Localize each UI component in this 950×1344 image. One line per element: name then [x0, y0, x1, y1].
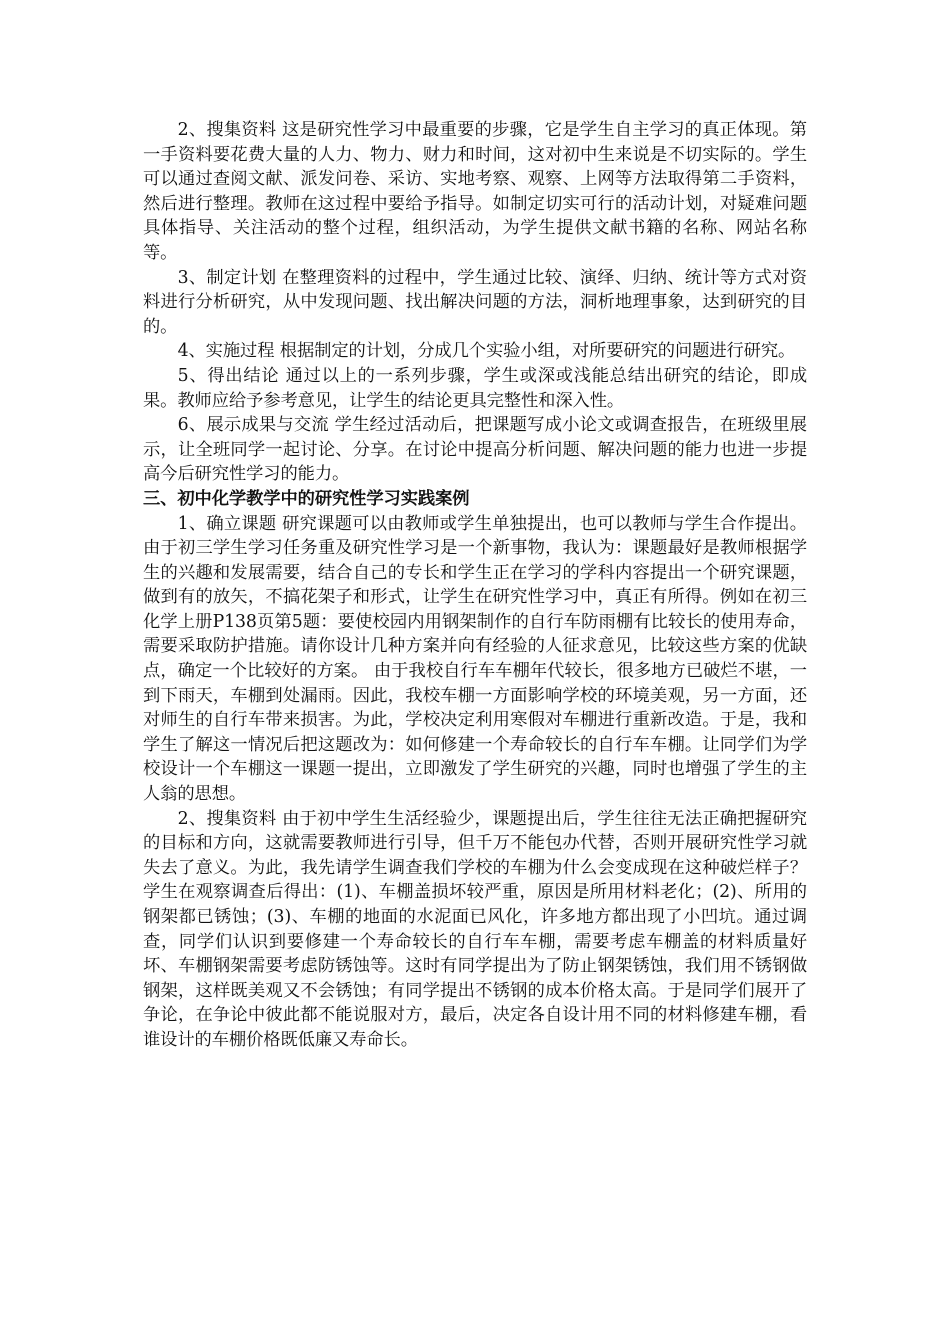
- paragraph-collect-materials-case: 2、搜集资料 由于初中学生生活经验少，课题提出后，学生往往无法正确把握研究的目标和方向，这就需要教师进行引导，但千万不能包办代替，否则开展研究性学习就失去了意义。为此，我先请学生调查我们学校的车棚为什么会变成现在这种破烂样子？学生在观察调查后得出：(1)、车棚盖损坏较严重，原因是所用材料老化；(2)、所用的钢架都已锈蚀；(3)、车棚的地面的水泥面已风化，许多地方都出现了小凹坑。通过调查，同学们认识到要修建一个寿命较长的自行车车棚，需要考虑车棚盖的材料质量好坏、车棚钢架需要考虑防锈蚀等。这时有同学提出为了防止钢架锈蚀，我们用不锈钢做钢架，这样既美观又不会锈蚀；有同学提出不锈钢的成本价格太高。于是同学们展开了争论，在争论中彼此都不能说服对方，最后，决定各自设计用不同的材料修建车棚，看谁设计的车棚价格既低廉又寿命长。: [143, 808, 807, 1050]
- paragraph-collect-materials: 2、搜集资料 这是研究性学习中最重要的步骤，它是学生自主学习的真正体现。第一手资料要花费大量的人力、物力、财力和时间，这对初中生来说是不切实际的。学生可以通过查阅文献、派发问卷、采访、实地考察、观察、上网等方法取得第二手资料，然后进行整理。教师在这过程中要给予指导。如制定切实可行的活动计划，对疑难问题具体指导、关注活动的整个过程，组织活动，为学生提供文献书籍的名称、网站名称等。: [143, 120, 807, 263]
- paragraph-make-plan: 3、制定计划 在整理资料的过程中，学生通过比较、演绎、归纳、统计等方式对资料进行分析研究，从中发现问题、找出解决问题的方法，洞析地理事象，达到研究的目的。: [143, 267, 807, 337]
- paragraph-implementation: 4、实施过程 根据制定的计划，分成几个实验小组，对所要研究的问题进行研究。: [177, 341, 796, 362]
- paragraph-establish-topic: 1、确立课题 研究课题可以由教师或学生单独提出，也可以教师与学生合作提出。由于初三学生学习任务重及研究性学习是一个新事物，我认为：课题最好是教师根据学生的兴趣和发展需要，结合自己的专长和学生正在学习的学科内容提出一个研究课题，做到有的放矢，不搞花架子和形式，让学生在研究性学习中，真正有所得。例如在初三化学上册P138页第5题：要使校园内用钢架制作的自行车防雨棚有比较长的使用寿命，需要采取防护措施。请你设计几种方案并向有经验的人征求意见，比较这些方案的优缺点，确定一个比较好的方案。 由于我校自行车车棚年代较长，很多地方已破烂不堪，一到下雨天，车棚到处漏雨。因此，我校车棚一方面影响学校的环境美观，另一方面，还对师生的自行车带来损害。为此，学校决定利用寒假对车棚进行重新改造。于是，我和学生了解这一情况后把这题改为：如何修建一个寿命较长的自行车车棚。让同学们为学校设计一个车棚这一课题一提出，立即激发了学生研究的兴趣，同时也增强了学生的主人翁的思想。: [143, 513, 807, 805]
- paragraph-conclusion: 5、得出结论 通过以上的一系列步骤，学生或深或浅能总结出研究的结论，即成果。教师应给予参考意见，让学生的结论更具完整性和深入性。: [143, 365, 807, 411]
- paragraph-show-results: 6、展示成果与交流 学生经过活动后，把课题写成小论文或调查报告，在班级里展示，让全班同学一起讨论、分享。在讨论中提高分析问题、解决问题的能力也进一步提高今后研究性学习的能力。: [143, 415, 807, 485]
- document-body: [143, 118, 807, 1053]
- section-heading: 三、初中化学教学中的研究性学习实践案例: [143, 488, 470, 509]
